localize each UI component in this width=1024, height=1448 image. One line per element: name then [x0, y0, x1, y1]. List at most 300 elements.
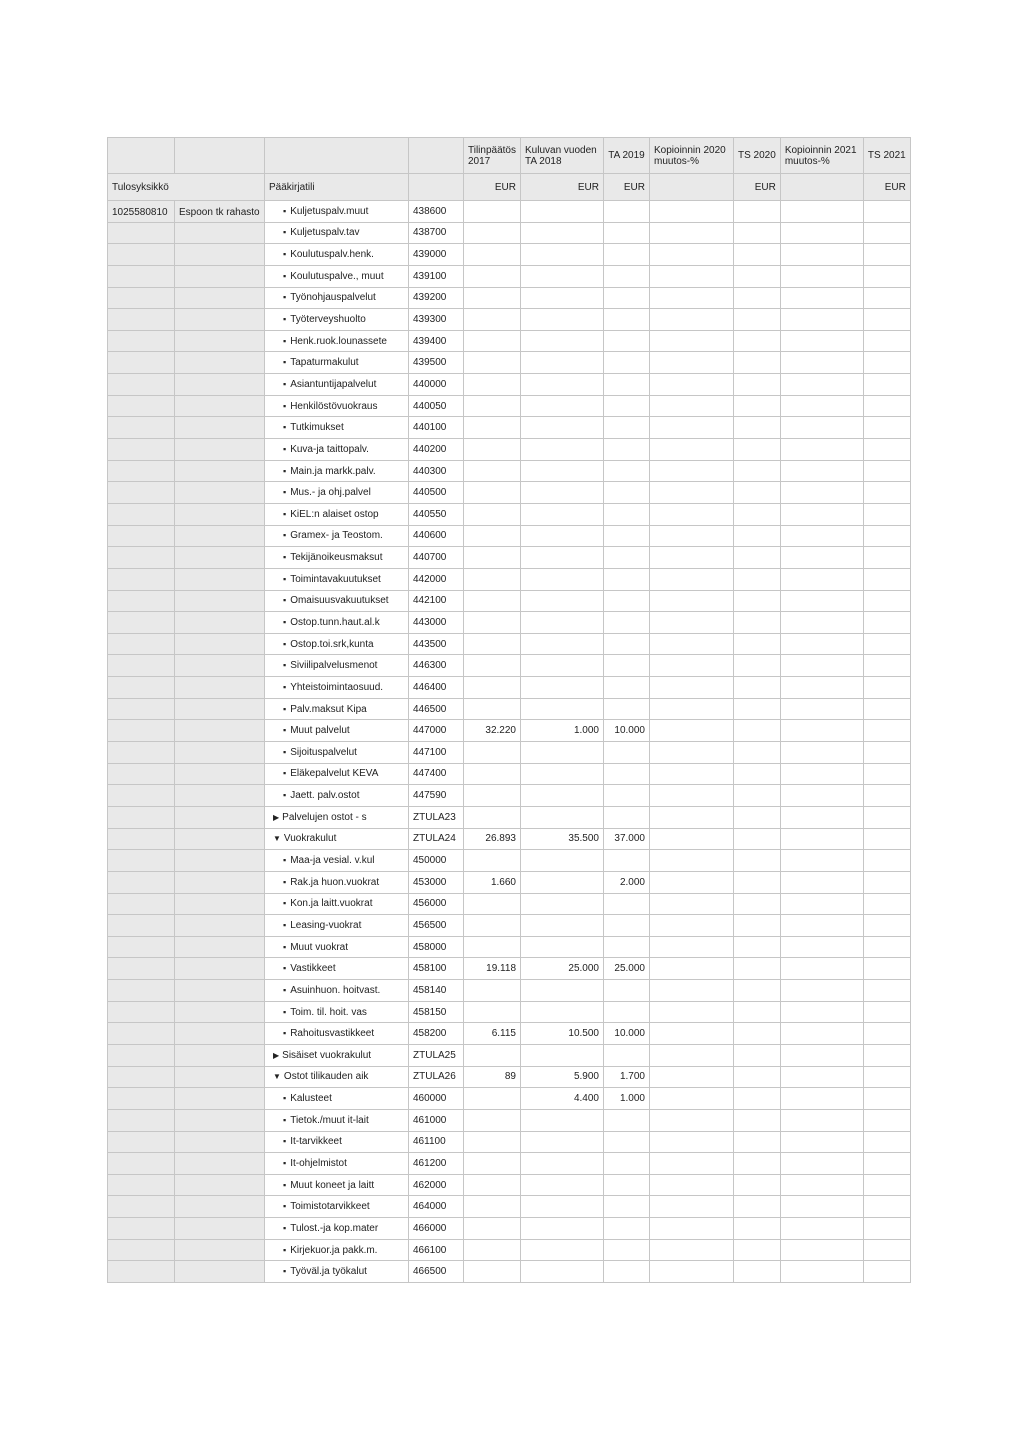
bullet-icon: ▪ — [283, 400, 287, 411]
unit-cell-blank — [108, 915, 175, 937]
account-name-cell — [265, 330, 409, 352]
value-cell — [863, 590, 910, 612]
value-cell — [650, 1109, 734, 1131]
value-cell — [734, 655, 781, 677]
unit-cell-blank — [108, 958, 175, 980]
account-name-cell — [265, 1088, 409, 1110]
account-name: Toimintavakuutukset — [290, 573, 381, 585]
unit-cell-blank — [108, 1001, 175, 1023]
unit-cell-blank — [108, 374, 175, 396]
value-cell — [863, 201, 910, 223]
account-code: 439400 — [409, 330, 464, 352]
table-row[interactable] — [108, 439, 911, 461]
value-cell — [650, 1153, 734, 1175]
value-cell — [780, 244, 863, 266]
account-name-cell — [265, 633, 409, 655]
unit-cell-blank — [175, 915, 265, 937]
unit-cell-blank — [175, 980, 265, 1002]
value-cell: 37.000 — [604, 828, 650, 850]
account-name-cell — [265, 352, 409, 374]
value-cell — [521, 1153, 604, 1175]
account-name: Kirjekuor.ja pakk.m. — [290, 1244, 378, 1256]
expand-arrow-icon[interactable]: ▶ — [273, 812, 280, 822]
value-cell — [650, 633, 734, 655]
unit-cell-blank — [108, 763, 175, 785]
value-cell — [734, 309, 781, 331]
value-cell — [604, 201, 650, 223]
account-name: Siviilipalvelusmenot — [290, 660, 378, 672]
value-cell — [604, 936, 650, 958]
value-cell — [521, 785, 604, 807]
value-cell — [734, 1088, 781, 1110]
value-cell — [604, 503, 650, 525]
value-cell — [780, 265, 863, 287]
value-cell — [650, 525, 734, 547]
value-cell — [650, 806, 734, 828]
value-cell — [464, 503, 521, 525]
unit-cell-blank — [175, 439, 265, 461]
value-cell — [863, 1153, 910, 1175]
table-row[interactable] — [108, 482, 911, 504]
value-cell — [780, 525, 863, 547]
value-cell — [650, 677, 734, 699]
table-row[interactable] — [108, 222, 911, 244]
value-cell — [604, 1153, 650, 1175]
value-cell — [863, 742, 910, 764]
account-name: Rak.ja huon.vuokrat — [290, 876, 380, 888]
value-cell — [521, 763, 604, 785]
value-cell — [734, 244, 781, 266]
account-name: Kuva-ja taittopalv. — [290, 443, 369, 455]
value-cell — [604, 482, 650, 504]
value-cell — [734, 1044, 781, 1066]
table-row[interactable] — [108, 742, 911, 764]
unit-cell-blank — [108, 720, 175, 742]
value-cell — [780, 1088, 863, 1110]
value-cell — [521, 482, 604, 504]
account-name-cell — [265, 677, 409, 699]
account-name-cell[interactable] — [265, 806, 409, 828]
value-cell — [521, 503, 604, 525]
table-row[interactable] — [108, 1153, 911, 1175]
value-cell — [734, 612, 781, 634]
unit-cell-blank — [175, 1218, 265, 1240]
value-cell — [780, 742, 863, 764]
value-cell — [734, 265, 781, 287]
table-row[interactable] — [108, 1218, 911, 1240]
table-row[interactable] — [108, 871, 911, 893]
account-code: 438600 — [409, 201, 464, 223]
bullet-icon: ▪ — [283, 963, 287, 974]
account-name-cell — [265, 850, 409, 872]
header-blank-unit — [409, 174, 464, 201]
value-cell — [650, 915, 734, 937]
value-cell — [734, 936, 781, 958]
table-row[interactable] — [108, 1261, 911, 1283]
value-cell — [464, 936, 521, 958]
table-row[interactable] — [108, 1174, 911, 1196]
unit-cell-blank — [175, 633, 265, 655]
account-name: Tekijänoikeusmaksut — [290, 552, 383, 564]
value-cell — [464, 395, 521, 417]
value-cell — [521, 871, 604, 893]
table-row[interactable] — [108, 395, 911, 417]
account-name-cell[interactable] — [265, 828, 409, 850]
unit-cell-blank — [108, 677, 175, 699]
value-cell — [464, 374, 521, 396]
table-row[interactable] — [108, 698, 911, 720]
account-code: 458150 — [409, 1001, 464, 1023]
account-name: Tapaturmakulut — [290, 357, 359, 369]
table-row[interactable] — [108, 1066, 911, 1088]
value-cell — [464, 547, 521, 569]
account-name-cell — [265, 525, 409, 547]
value-cell — [863, 720, 910, 742]
value-cell — [863, 460, 910, 482]
table-row[interactable] — [108, 806, 911, 828]
table-row[interactable] — [108, 1088, 911, 1110]
unit-cell-blank — [175, 1023, 265, 1045]
account-code: 460000 — [409, 1088, 464, 1110]
unit-cell-blank — [108, 698, 175, 720]
collapse-arrow-icon[interactable]: ▼ — [273, 1072, 281, 1082]
unit-cell-blank — [175, 265, 265, 287]
value-cell: 10.000 — [604, 720, 650, 742]
value-cell — [780, 1066, 863, 1088]
value-cell — [650, 871, 734, 893]
value-cell — [863, 1088, 910, 1110]
account-name-cell — [265, 460, 409, 482]
value-cell — [604, 655, 650, 677]
account-name-cell — [265, 720, 409, 742]
unit-cell-blank — [175, 1239, 265, 1261]
account-code: 447000 — [409, 720, 464, 742]
value-cell — [734, 1218, 781, 1240]
value-cell: 35.500 — [521, 828, 604, 850]
unit-cell-blank — [175, 612, 265, 634]
account-name: Työnohjauspalvelut — [290, 292, 376, 304]
value-cell — [650, 395, 734, 417]
value-cell — [464, 785, 521, 807]
value-cell — [650, 460, 734, 482]
table-row[interactable] — [108, 417, 911, 439]
collapse-arrow-icon[interactable]: ▼ — [273, 834, 281, 844]
value-cell — [604, 698, 650, 720]
value-cell — [780, 720, 863, 742]
table-row[interactable] — [108, 525, 911, 547]
value-cell — [650, 244, 734, 266]
unit-cell-blank — [108, 850, 175, 872]
value-cell — [464, 265, 521, 287]
value-cell: 1.700 — [604, 1066, 650, 1088]
value-cell — [863, 1044, 910, 1066]
unit-cell-blank — [108, 352, 175, 374]
table-row[interactable] — [108, 547, 911, 569]
account-code: 466100 — [409, 1239, 464, 1261]
value-cell — [604, 806, 650, 828]
value-cell — [521, 633, 604, 655]
value-cell — [780, 936, 863, 958]
value-cell — [464, 244, 521, 266]
value-cell — [863, 482, 910, 504]
value-cell — [734, 677, 781, 699]
value-cell — [780, 1218, 863, 1240]
value-cell — [734, 201, 781, 223]
table-row[interactable] — [108, 374, 911, 396]
value-cell — [604, 590, 650, 612]
value-cell — [604, 525, 650, 547]
value-cell — [863, 1109, 910, 1131]
bullet-icon: ▪ — [283, 1136, 287, 1147]
value-cell — [863, 915, 910, 937]
value-cell — [604, 417, 650, 439]
value-cell — [780, 309, 863, 331]
account-code: 440550 — [409, 503, 464, 525]
value-cell — [650, 374, 734, 396]
value-cell: 1.000 — [521, 720, 604, 742]
value-cell — [464, 439, 521, 461]
value-cell — [464, 309, 521, 331]
table-row[interactable] — [108, 936, 911, 958]
value-cell — [780, 1131, 863, 1153]
account-name-cell — [265, 1261, 409, 1283]
unit-label: EUR — [521, 174, 604, 201]
value-cell — [604, 1001, 650, 1023]
value-cell — [464, 1131, 521, 1153]
account-code: ZTULA24 — [409, 828, 464, 850]
table-row[interactable] — [108, 1109, 911, 1131]
unit-cell-blank — [175, 330, 265, 352]
value-cell — [650, 1001, 734, 1023]
table-row[interactable] — [108, 330, 911, 352]
value-cell — [604, 893, 650, 915]
bullet-icon: ▪ — [283, 941, 287, 952]
table-row[interactable] — [108, 309, 911, 331]
value-cell — [604, 785, 650, 807]
bullet-icon: ▪ — [283, 1244, 287, 1255]
value-cell — [604, 352, 650, 374]
account-name: Kuljetuspalv.muut — [290, 205, 369, 217]
table-row[interactable] — [108, 265, 911, 287]
table-row[interactable] — [108, 677, 911, 699]
value-cell — [521, 936, 604, 958]
account-code: 439300 — [409, 309, 464, 331]
unit-cell-blank — [108, 503, 175, 525]
table-row[interactable] — [108, 244, 911, 266]
value-cell — [650, 936, 734, 958]
table-row[interactable] — [108, 850, 911, 872]
value-cell — [734, 330, 781, 352]
account-name: Kalusteet — [290, 1093, 332, 1105]
table-row[interactable] — [108, 980, 911, 1002]
value-cell — [780, 439, 863, 461]
account-name-cell — [265, 763, 409, 785]
table-row[interactable] — [108, 915, 911, 937]
account-code: 458100 — [409, 958, 464, 980]
account-name: Eläkepalvelut KEVA — [290, 768, 379, 780]
value-cell — [780, 1044, 863, 1066]
unit-cell-blank — [175, 525, 265, 547]
value-cell: 6.115 — [464, 1023, 521, 1045]
table-row[interactable] — [108, 1023, 911, 1045]
unit-cell-blank — [175, 893, 265, 915]
value-cell — [604, 395, 650, 417]
col-header-kopioinnin-2020: Kopioinnin 2020 muutos-% — [650, 138, 734, 174]
expand-arrow-icon[interactable]: ▶ — [273, 1050, 280, 1060]
value-cell: 89 — [464, 1066, 521, 1088]
bullet-icon: ▪ — [283, 1201, 287, 1212]
value-cell — [863, 568, 910, 590]
account-name: Mus.- ja ohj.palvel — [290, 487, 371, 499]
table-row[interactable] — [108, 1044, 911, 1066]
account-name: Maa-ja vesial. v.kul — [290, 855, 375, 867]
account-name-cell — [265, 612, 409, 634]
unit-cell-blank — [108, 1153, 175, 1175]
account-name: Koulutuspalv.henk. — [290, 249, 374, 261]
table-row[interactable] — [108, 828, 911, 850]
account-name-cell[interactable] — [265, 1044, 409, 1066]
account-name: Toim. til. hoit. vas — [290, 1006, 367, 1018]
value-cell — [863, 958, 910, 980]
table-row[interactable] — [108, 201, 911, 223]
value-cell — [521, 222, 604, 244]
account-name: Vuokrakulut — [283, 833, 337, 845]
bullet-icon: ▪ — [283, 487, 287, 498]
unit-cell-blank — [108, 1066, 175, 1088]
account-name: Työterveyshuolto — [290, 314, 366, 326]
unit-cell-blank — [108, 633, 175, 655]
account-code: 464000 — [409, 1196, 464, 1218]
bullet-icon: ▪ — [283, 249, 287, 260]
value-cell — [650, 1174, 734, 1196]
account-code: 442100 — [409, 590, 464, 612]
value-cell — [604, 1044, 650, 1066]
value-cell — [650, 612, 734, 634]
table-row[interactable] — [108, 655, 911, 677]
table-row[interactable] — [108, 893, 911, 915]
table-row[interactable] — [108, 590, 911, 612]
table-row[interactable] — [108, 785, 911, 807]
value-cell — [604, 1239, 650, 1261]
account-name-cell — [265, 785, 409, 807]
table-row[interactable] — [108, 1196, 911, 1218]
value-cell — [650, 330, 734, 352]
value-cell — [650, 763, 734, 785]
account-code: 440300 — [409, 460, 464, 482]
account-name-cell — [265, 1109, 409, 1131]
value-cell — [780, 1174, 863, 1196]
value-cell — [734, 525, 781, 547]
value-cell — [734, 460, 781, 482]
value-cell — [464, 1196, 521, 1218]
account-name: Ostot tilikauden aik — [283, 1071, 369, 1083]
account-name: Tutkimukset — [290, 422, 344, 434]
unit-cell-blank — [108, 1044, 175, 1066]
value-cell — [464, 568, 521, 590]
unit-cell-blank — [108, 482, 175, 504]
unit-cell-blank — [108, 1261, 175, 1283]
account-name: Työväl.ja työkalut — [290, 1266, 367, 1278]
account-code: 440200 — [409, 439, 464, 461]
value-cell — [521, 893, 604, 915]
account-code: 440050 — [409, 395, 464, 417]
header-row-units — [108, 174, 911, 201]
account-code: 461200 — [409, 1153, 464, 1175]
value-cell — [650, 287, 734, 309]
table-row[interactable] — [108, 720, 911, 742]
unit-cell-blank — [108, 309, 175, 331]
table-row[interactable] — [108, 1001, 911, 1023]
account-code: 443000 — [409, 612, 464, 634]
unit-cell-blank — [175, 482, 265, 504]
unit-cell-blank — [108, 1174, 175, 1196]
table-row[interactable] — [108, 633, 911, 655]
account-name: Palvelujen ostot - s — [282, 811, 367, 823]
table-row[interactable] — [108, 460, 911, 482]
bullet-icon: ▪ — [283, 422, 287, 433]
bullet-icon: ▪ — [283, 984, 287, 995]
value-cell — [780, 287, 863, 309]
table-row[interactable] — [108, 568, 911, 590]
account-code: 439500 — [409, 352, 464, 374]
value-cell — [734, 222, 781, 244]
value-cell — [650, 850, 734, 872]
table-row[interactable] — [108, 1239, 911, 1261]
table-row[interactable] — [108, 1131, 911, 1153]
value-cell — [780, 763, 863, 785]
table-row[interactable] — [108, 612, 911, 634]
value-cell — [521, 1044, 604, 1066]
unit-cell-blank — [108, 828, 175, 850]
unit-cell-blank — [108, 1196, 175, 1218]
unit-cell-blank — [108, 265, 175, 287]
value-cell — [863, 265, 910, 287]
account-name-cell — [265, 1001, 409, 1023]
value-cell — [780, 893, 863, 915]
account-code: 456500 — [409, 915, 464, 937]
account-code: 440100 — [409, 417, 464, 439]
value-cell — [464, 460, 521, 482]
account-code: 458200 — [409, 1023, 464, 1045]
account-name-cell — [265, 374, 409, 396]
unit-cell-blank — [175, 936, 265, 958]
value-cell — [604, 1174, 650, 1196]
value-cell — [604, 374, 650, 396]
table-row[interactable] — [108, 503, 911, 525]
account-name-cell[interactable] — [265, 1066, 409, 1088]
bullet-icon: ▪ — [283, 270, 287, 281]
value-cell — [734, 958, 781, 980]
value-cell — [604, 309, 650, 331]
account-code: 442000 — [409, 568, 464, 590]
account-code: 438700 — [409, 222, 464, 244]
bullet-icon: ▪ — [283, 443, 287, 454]
table-row[interactable] — [108, 287, 911, 309]
table-row[interactable] — [108, 763, 911, 785]
unit-cell-blank — [108, 222, 175, 244]
table-row[interactable] — [108, 352, 911, 374]
account-name: Kuljetuspalv.tav — [290, 227, 360, 239]
value-cell — [863, 785, 910, 807]
value-cell — [650, 503, 734, 525]
account-name-cell — [265, 1239, 409, 1261]
value-cell — [464, 590, 521, 612]
value-cell — [863, 1131, 910, 1153]
value-cell: 4.400 — [521, 1088, 604, 1110]
account-name-cell — [265, 222, 409, 244]
unit-cell-blank — [175, 244, 265, 266]
table-row[interactable] — [108, 958, 911, 980]
